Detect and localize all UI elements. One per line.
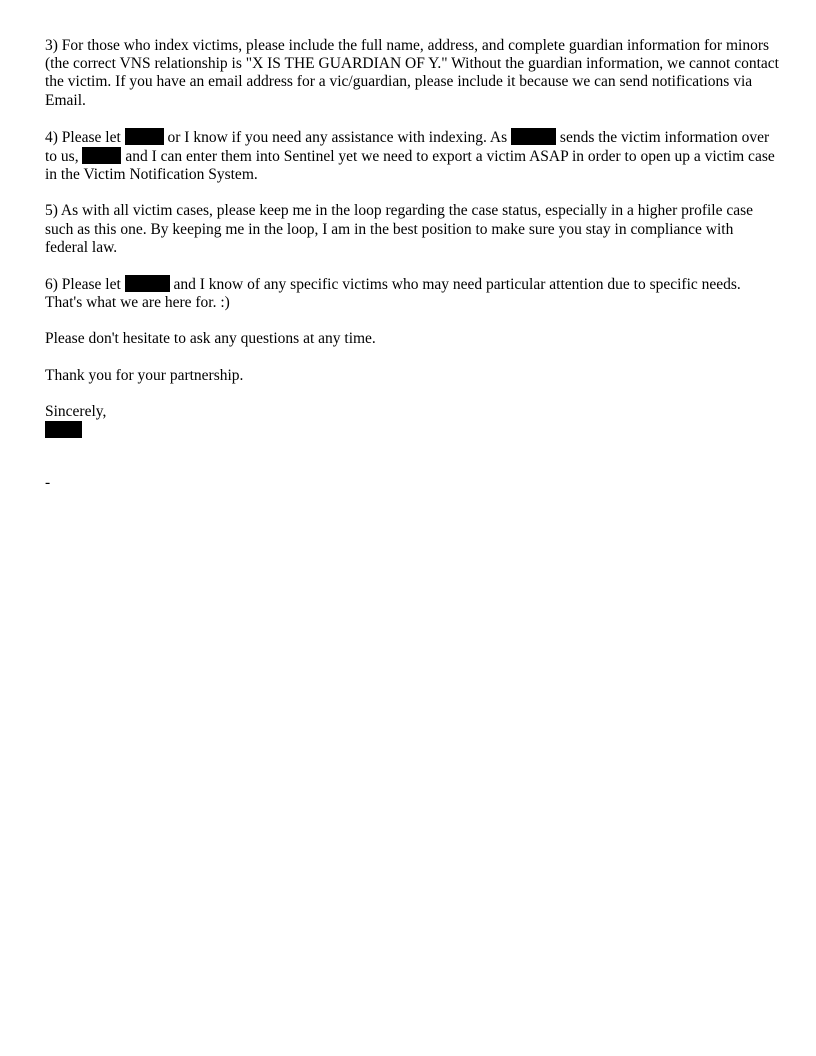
questions-line: Please don't hesitate to ask any questions at any time. [45,330,376,348]
paragraph-6-text-2: and I know of any specific victims who may need particular attention due to specific needs. That's what we are here for. :) [45,276,741,312]
signature-redaction-box [45,421,82,438]
email-body [45,37,780,492]
paragraph-6-text-1: 6) Please let [45,276,125,294]
redaction-box [125,128,164,145]
redaction-box [511,128,556,145]
paragraph-5: 5) As with all victim cases, please keep me in the loop regarding the case status, especially in a higher profile case such as this one. By keeping me in the loop, I am in the best position to make sure you stay in compliance with federal law. [45,202,754,256]
paragraph-4-text-1: 4) Please let [45,128,125,146]
paragraph-6 [45,275,780,312]
paragraph-4-text-2: or I know if you need any assistance with indexing. As [163,128,512,146]
paragraph-3: 3) For those who index victims, please include the full name, address, and complete guardian information for minors (the correct VNS relationship is "X IS THE GUARDIAN OF Y." Without the guardian information, we cannot contact the victim. If you have an email address for a vic/guardian, please include it because we can send notifications via Email. [45,37,779,109]
thanks-line: Thank you for your partnership. [45,366,244,384]
trailing-dash: - [45,474,51,492]
paragraph-4-text-3: sends the victim information over to us, [45,128,770,166]
paragraph-4-text-4: and I can enter them into Sentinel yet we need to export a victim ASAP in order to open up a victim case in the Victim Notification System. [45,148,775,184]
redaction-box [82,147,121,164]
redaction-box [125,275,170,292]
paragraph-4 [45,128,780,185]
signoff-text: Sincerely, [45,402,107,420]
signature-block [45,403,780,438]
